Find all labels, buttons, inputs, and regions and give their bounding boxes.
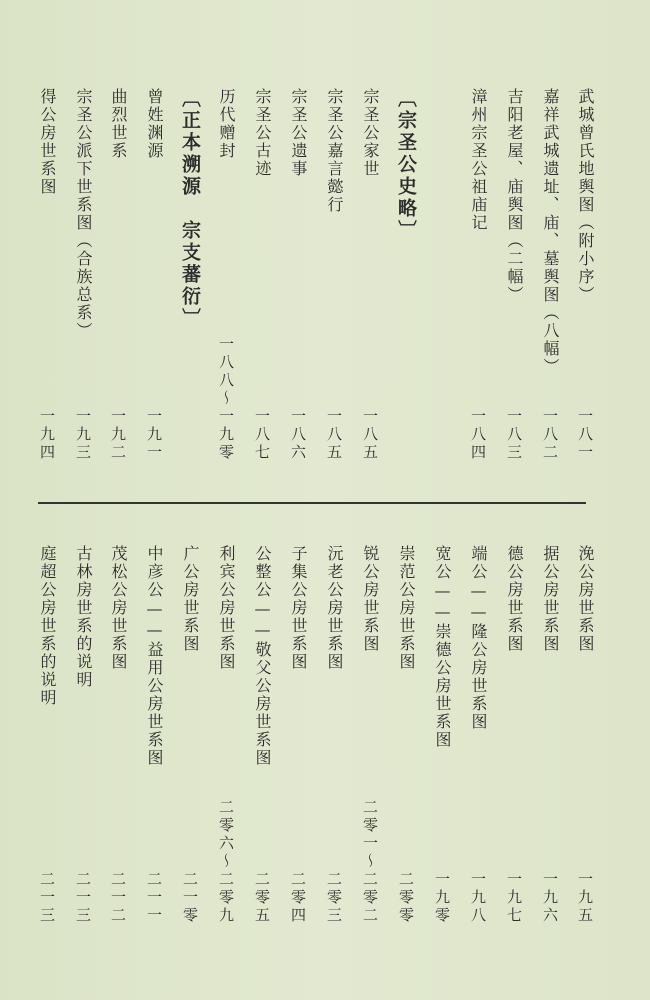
top-entry-page: 一八三 xyxy=(505,408,523,462)
top-entry-page: 一九二 xyxy=(109,408,127,462)
top-entry-page: 一八四 xyxy=(469,408,487,462)
bottom-entry-page: 一九六 xyxy=(541,871,559,925)
top-entry-title: 宗圣公家世 xyxy=(361,88,380,178)
top-entry-title: 〔正本溯源 宗支蕃衍〕 xyxy=(179,88,201,330)
top-entry-page: 一八一 xyxy=(576,408,594,462)
top-entry-title: 宗圣公古迹 xyxy=(253,88,272,178)
bottom-entry-page: 二零一～二零二 xyxy=(361,799,379,925)
bottom-entry-title: 子集公房世系图 xyxy=(289,545,308,671)
top-entry-page: 一八八～一九零 xyxy=(217,336,235,462)
bottom-entry-page: 二一三 xyxy=(74,871,92,925)
bottom-entry-page: 二一三 xyxy=(38,871,56,925)
top-entry-title: 吉阳老屋、庙舆图（二幅） xyxy=(505,88,524,304)
top-entry-title: 宗圣公嘉言懿行 xyxy=(325,88,344,214)
bottom-entry-page: 二一零 xyxy=(181,871,199,925)
top-entry-title: 武城曾氏地舆图（附小序） xyxy=(576,88,595,304)
bottom-entry-title: 端公——隆公房世系图 xyxy=(469,545,488,731)
bottom-entry-title: 公整公——敬父公房世系图 xyxy=(253,545,272,767)
top-entry-title: 曲烈世系 xyxy=(109,88,128,160)
bottom-entry-page: 二零四 xyxy=(289,871,307,925)
bottom-entry-title: 庭超公房世系的说明 xyxy=(38,545,57,707)
bottom-entry-title: 古林房世系的说明 xyxy=(74,545,93,689)
bottom-entry-title: 崇范公房世系图 xyxy=(397,545,416,671)
bottom-entry-page: 二零零 xyxy=(397,871,415,925)
bottom-entry-page: 二一一 xyxy=(145,871,163,925)
top-entry-title: 〔宗圣公史略〕 xyxy=(395,88,417,242)
bottom-entry-title: 德公房世系图 xyxy=(505,545,524,653)
bottom-entry-title: 中彦公——益用公房世系图 xyxy=(145,545,164,767)
top-entry-page: 一八五 xyxy=(325,408,343,462)
top-entry-page: 一九四 xyxy=(38,408,56,462)
bottom-entry-title: 浼公房世系图 xyxy=(576,545,595,653)
bottom-entry-page: 一九零 xyxy=(433,871,451,925)
top-entry-title: 曾姓渊源 xyxy=(145,88,164,160)
top-entry-title: 宗圣公遗事 xyxy=(289,88,308,178)
bottom-entry-title: 广公房世系图 xyxy=(181,545,200,653)
section-divider xyxy=(38,502,586,504)
top-entry-page: 一八六 xyxy=(289,408,307,462)
bottom-entry-page: 二零三 xyxy=(325,871,343,925)
top-entry-page: 一八七 xyxy=(253,408,271,462)
bottom-entry-title: 据公房世系图 xyxy=(541,545,560,653)
top-entry-page: 一八二 xyxy=(541,408,559,462)
top-entry-page: 一九三 xyxy=(74,408,92,462)
bottom-entry-title: 宽公——崇德公房世系图 xyxy=(433,545,452,749)
bottom-entry-page: 一九八 xyxy=(469,871,487,925)
bottom-entry-title: 锐公房世系图 xyxy=(361,545,380,653)
bottom-entry-title: 沅老公房世系图 xyxy=(325,545,344,671)
bottom-entry-page: 一九五 xyxy=(576,871,594,925)
top-entry-page: 一八五 xyxy=(361,408,379,462)
top-entry-title: 得公房世系图 xyxy=(38,88,57,196)
bottom-entry-page: 一九七 xyxy=(505,871,523,925)
bottom-entry-title: 利宾公房世系图 xyxy=(217,545,236,671)
top-entry-title: 宗圣公派下世系图（合族总系） xyxy=(74,88,93,340)
bottom-entry-title: 茂松公房世系图 xyxy=(109,545,128,671)
bottom-entry-page: 二一二 xyxy=(109,871,127,925)
top-entry-title: 漳州宗圣公祖庙记 xyxy=(469,88,488,232)
top-entry-page: 一九一 xyxy=(145,408,163,462)
bottom-entry-page: 二零五 xyxy=(253,871,271,925)
top-entry-title: 历代赠封 xyxy=(217,88,236,160)
top-entry-title: 嘉祥武城遗址、庙、墓舆图（八幅） xyxy=(541,88,560,376)
bottom-entry-page: 二零六～二零九 xyxy=(217,799,235,925)
